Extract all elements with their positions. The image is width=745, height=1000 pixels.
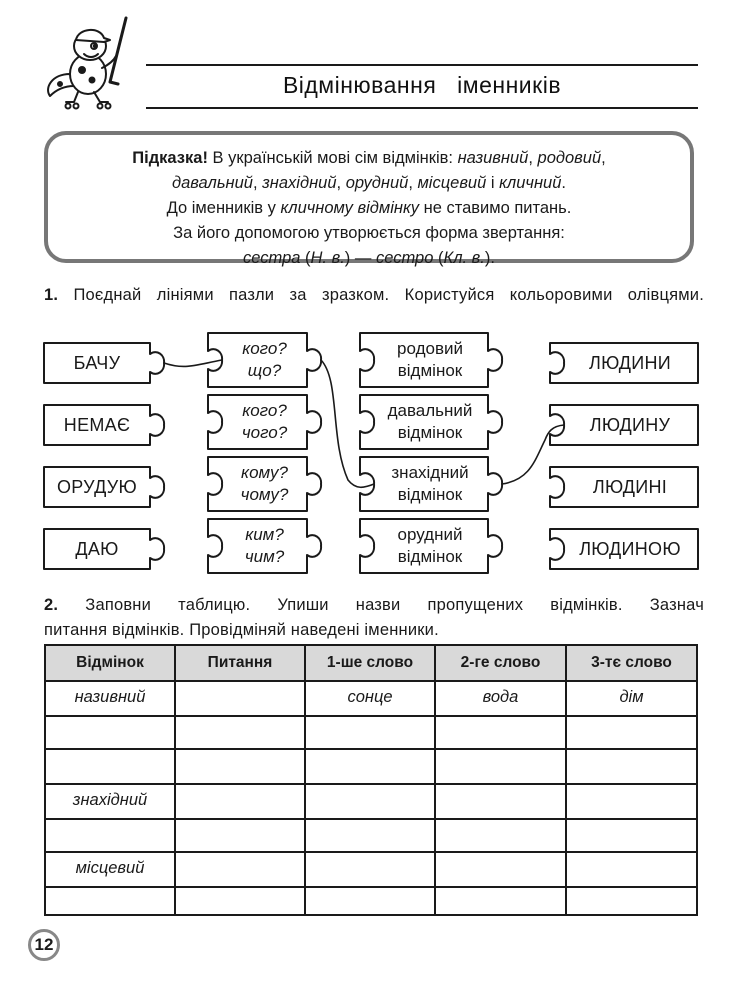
mascot-illustration	[30, 12, 140, 110]
case-name-3: знахідний відмінок	[391, 463, 469, 504]
case-name-2: давальний відмінок	[387, 401, 473, 442]
question-pair-3: кому? чому?	[240, 463, 289, 504]
sample-line-question-case	[321, 360, 374, 487]
task2-instruction-line2	[44, 618, 704, 643]
case-name-4: орудний відмінок	[397, 525, 463, 566]
task1-text: Поєднай лініями пазли за зразком. Користуйся кольоровими олівцями.	[73, 286, 704, 304]
table-cell-r1-c5[interactable]: дім	[619, 688, 644, 706]
table-header-2: Питання	[207, 654, 273, 671]
noun-word-4: ЛЮДИНОЮ	[579, 539, 681, 559]
task1-number: 1.	[44, 286, 59, 304]
hint-line-3: До іменників у кличному відмінку не ставимо питань.	[166, 199, 572, 217]
task2-text-line1: Заповни таблицю. Упиши назви пропущених відмінків. Зазнач	[85, 596, 704, 614]
table-header-1: Відмінок	[76, 654, 144, 671]
noun-word-2: ЛЮДИНУ	[589, 415, 671, 435]
table-header-4: 2-ге слово	[460, 654, 541, 671]
title-rule-bottom	[146, 107, 698, 109]
question-pair-2: кого? чого?	[241, 401, 288, 442]
task1-instruction	[44, 283, 704, 308]
page-number: 12	[28, 929, 60, 961]
noun-word-3: ЛЮДИНІ	[592, 477, 668, 497]
task2-instruction	[44, 593, 704, 618]
page-title: Відмінювання іменників	[282, 72, 562, 98]
table-header-3: 1-ше слово	[326, 654, 414, 671]
verb-word-1: БАЧУ	[73, 353, 121, 373]
question-pair-4: ким? чим?	[244, 525, 285, 566]
task2-number: 2.	[44, 596, 59, 614]
table-cell-r4-c1[interactable]: знахідний	[72, 791, 148, 809]
case-name-1: родовий відмінок	[397, 339, 463, 380]
hint-line-4: За його допомогою утворюється форма звертання:	[173, 224, 565, 242]
table-cell-r6-c1[interactable]: місцевий	[75, 859, 145, 877]
table-cell-r1-c4[interactable]: вода	[482, 688, 519, 706]
hint-line-5: сестра (Н. в.) — сестро (Кл. в.).	[243, 249, 495, 267]
task2-text-line2: питання відмінків. Провідміняй наведені іменники.	[44, 621, 439, 639]
table-cell-r1-c3[interactable]: сонце	[347, 688, 393, 706]
table-header-5: 3-тє слово	[591, 654, 672, 671]
question-pair-1: кого? що?	[242, 339, 287, 380]
title-rule-top	[146, 64, 698, 66]
table-cell-r1-c1[interactable]: називний	[74, 688, 146, 706]
hint-line-2: давальний, знахідний, орудний, місцевий і кличний.	[172, 174, 566, 192]
hint-box	[44, 131, 694, 267]
verb-word-2: НЕМАЄ	[63, 415, 131, 435]
sample-line-verb-question	[164, 360, 222, 366]
hint-label: Підказка!	[132, 149, 208, 167]
hint-line-1: Підказка! В українській мові сім відмінків: називний, родовий,	[132, 149, 606, 167]
verb-word-4: ДАЮ	[75, 539, 119, 559]
verb-word-3: ОРУДУЮ	[56, 477, 138, 497]
noun-word-1: ЛЮДИНИ	[588, 353, 672, 373]
